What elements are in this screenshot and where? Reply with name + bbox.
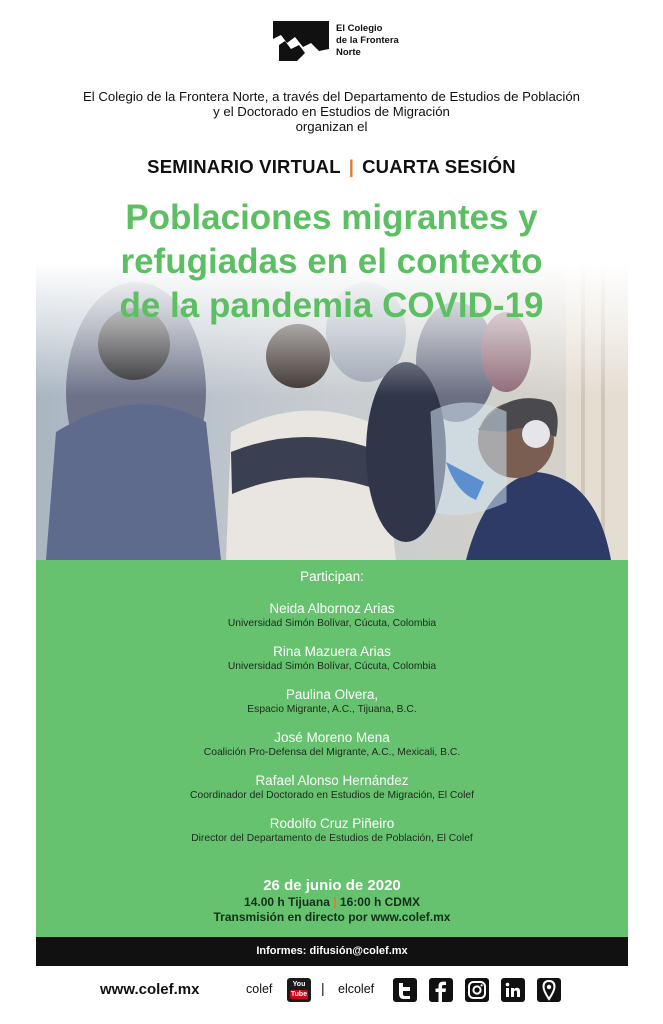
session-separator: | (348, 156, 355, 177)
intro-line-1: El Colegio de la Frontera Norte, a través del Departamento de Estudios de Población (82, 89, 580, 104)
participant-affiliation: Espacio Migrante, A.C., Tijuana, B.C. (247, 704, 417, 715)
stream-info: Transmisión en directo por www.colef.mx (213, 910, 451, 924)
participants-heading: Participan: (300, 569, 364, 584)
colef-logo (273, 21, 399, 61)
contact-email[interactable]: Informes: difusión@colef.mx (256, 945, 408, 957)
title-line-2: refugiadas en el contexto (120, 242, 543, 281)
session-heading (0, 156, 663, 178)
instagram-icon[interactable] (465, 978, 489, 1002)
logo-line-3: Norte (336, 47, 361, 58)
session-number: CUARTA SESIÓN (362, 156, 516, 177)
participant-name: Rodolfo Cruz Piñeiro (269, 816, 395, 831)
participant (36, 730, 628, 773)
event-date: 26 de junio de 2020 (263, 877, 401, 894)
contact-bar (36, 937, 628, 966)
intro-line-3: organizan el (295, 119, 368, 134)
participant (36, 773, 628, 816)
participant-name: Neida Albornoz Arias (269, 601, 395, 616)
website-link[interactable]: www.colef.mx (100, 981, 200, 998)
youtube-handle: colef (246, 982, 273, 996)
event-title (0, 196, 663, 328)
youtube-icon-bottom: Tube (290, 991, 308, 998)
event-time (36, 895, 628, 910)
participant-affiliation: Coalición Pro-Defensa del Migrante, A.C., Mexicali, B.C. (203, 747, 461, 758)
participant (36, 816, 628, 859)
participant (36, 644, 628, 687)
intro-text (0, 89, 663, 134)
social-handle: elcolef (338, 982, 375, 996)
participant-affiliation: Universidad Simón Bolívar, Cúcuta, Colombia (227, 618, 437, 629)
logo-line-1: El Colegio (336, 23, 383, 34)
footer-separator: | (321, 980, 325, 996)
event-details (36, 877, 628, 925)
youtube-icon-top: You (292, 981, 306, 988)
participants-list (36, 601, 628, 859)
participant-name: Rina Mazuera Arias (273, 644, 391, 659)
location-pin-icon[interactable] (537, 978, 561, 1002)
title-line-3: de la pandemia COVID-19 (119, 286, 544, 325)
participant (36, 687, 628, 730)
logo-mark-icon (273, 21, 329, 61)
time-separator: | (333, 895, 337, 909)
footer (0, 975, 663, 1007)
intro-line-2: y el Doctorado en Estudios de Migración (213, 104, 450, 119)
participant-name: José Moreno Mena (274, 730, 390, 745)
time-tijuana: 14.00 h Tijuana (244, 895, 330, 909)
participant-name: Paulina Olvera, (285, 687, 379, 702)
logo-line-2: de la Frontera (336, 35, 399, 46)
linkedin-icon[interactable] (501, 978, 525, 1002)
participant-affiliation: Coordinador del Doctorado en Estudios de Migración, El Colef (190, 790, 474, 801)
title-line-1: Poblaciones migrantes y (125, 198, 538, 237)
time-cdmx: 16:00 h CDMX (339, 895, 420, 909)
facebook-icon[interactable] (429, 978, 453, 1002)
twitter-icon[interactable] (393, 978, 417, 1002)
participant-affiliation: Universidad Simón Bolívar, Cúcuta, Colombia (227, 661, 437, 672)
participant (36, 601, 628, 644)
youtube-icon[interactable] (287, 978, 311, 1002)
session-label: SEMINARIO VIRTUAL (147, 156, 341, 177)
participant-name: Rafael Alonso Hernández (255, 773, 409, 788)
participants-panel (36, 560, 628, 937)
participant-affiliation: Director del Departamento de Estudios de Población, El Colef (191, 833, 473, 844)
